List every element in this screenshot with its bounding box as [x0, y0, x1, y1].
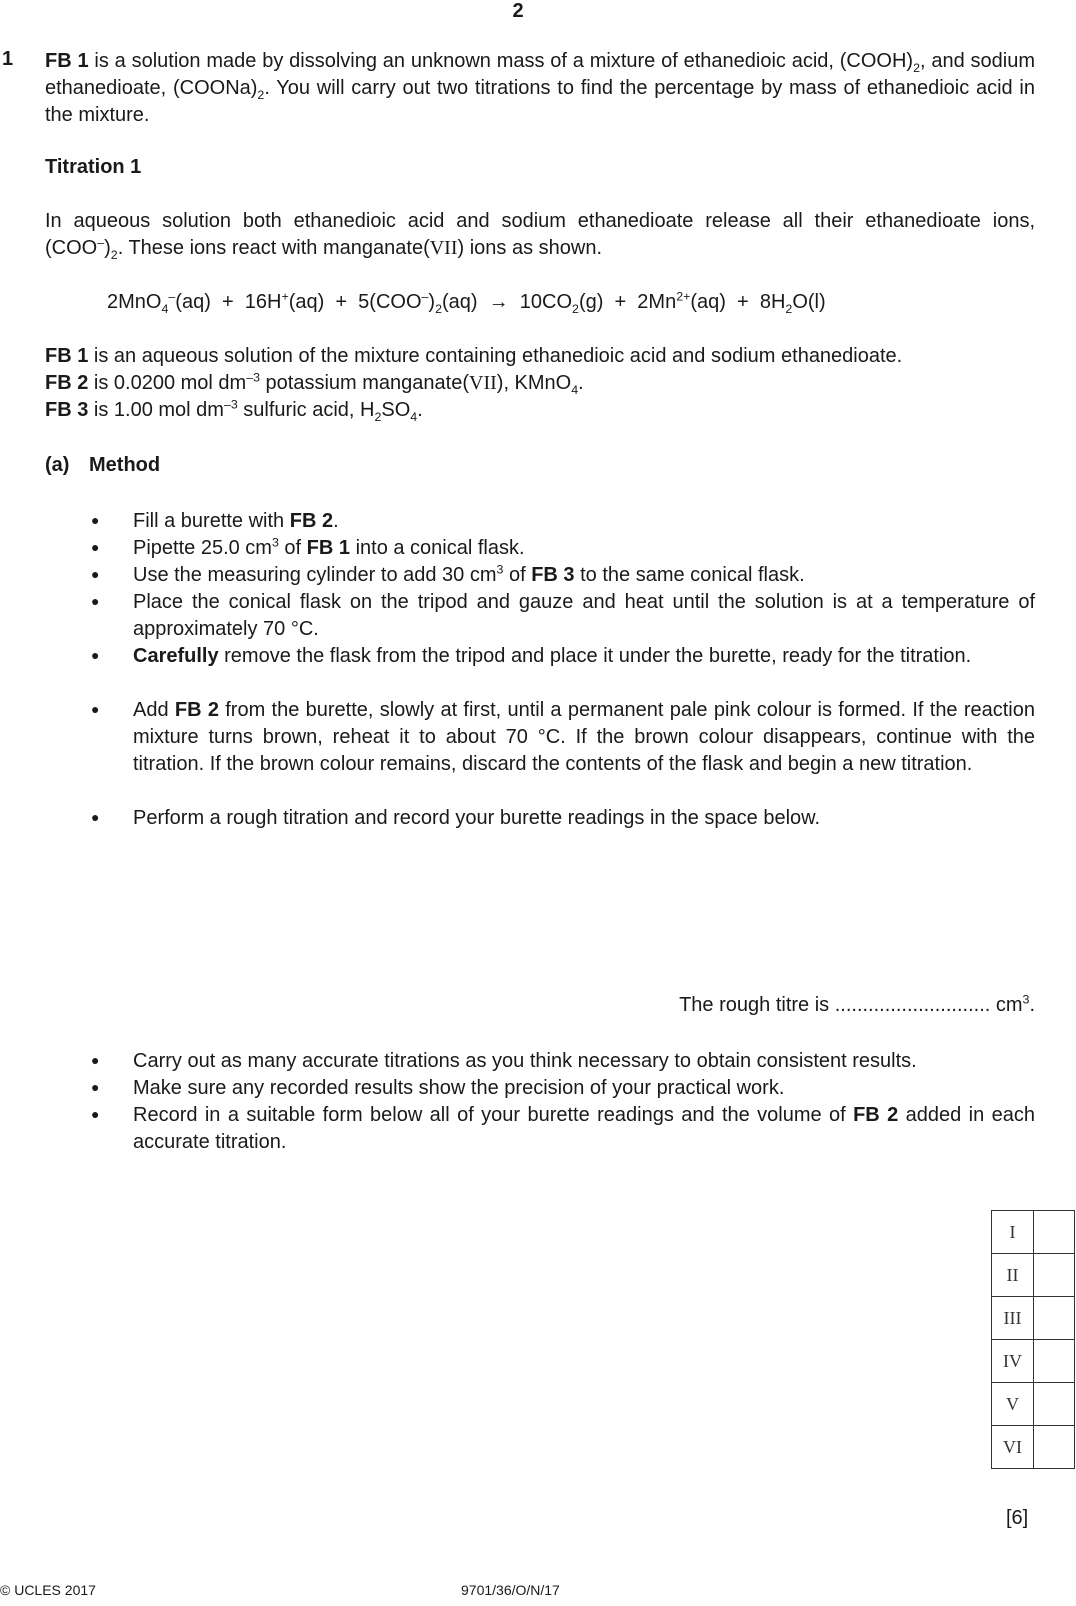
part-a-heading: Method	[89, 454, 161, 476]
part-a-label: (a)	[45, 454, 70, 476]
bullet-icon: ●	[91, 593, 100, 609]
method-step-2: Pipette 25.0 $cm^3$ of FB 1 into a conical flask.	[133, 535, 525, 559]
mark-label: II	[992, 1254, 1034, 1297]
method-step-6: Add FB 2 from the burette, slowly at first, until a permanent pale pink colour is formed. If the reaction mixture turns brown, reheat it to about 70 °C. If the brown colour disappears, continue with the titration. If the brown colour remains, discard the contents of the flask and begin a new titration.	[133, 699, 1035, 775]
mark-label: V	[992, 1383, 1034, 1426]
method-step-7: Perform a rough titration and record your burette readings in the space below.	[133, 807, 821, 829]
intro-text: is a solution made by dissolving an unknown mass of a mixture of ethanedioic acid, (COOH)	[88, 50, 914, 72]
method-step-10: Record in a suitable form below all of your burette readings and the volume of FB 2 added in each accurate titration.	[133, 1104, 1035, 1153]
fb2-description: FB 2 is 0.0200 mol $dm^{-3}$ potassium manganate(VII), KMnO$_4$.	[45, 370, 584, 397]
method-step-9: Make sure any recorded results show the precision of your practical work.	[133, 1077, 785, 1099]
ions-paragraph: In aqueous solution both ethanedioic acid and sodium ethanedioate release all their ethanedioate ions, $(COO^-)_2$. These ions react with manganate(VII) ions as shown.	[45, 210, 1035, 262]
bullet-icon: ●	[91, 1106, 100, 1122]
bullet-icon: ●	[91, 512, 100, 528]
marks-row	[992, 1297, 1075, 1340]
question-intro: FB 1 is a solution made by dissolving an unknown mass of a mixture of ethanedioic acid, $(COOH)_2$, and sodium ethanedioate, $(COONa)_2$. You will carry out two titrations to find the percentage by mass of ethanedioic acid in the mixture.	[45, 50, 1036, 126]
marks-row	[992, 1426, 1075, 1469]
mark-box[interactable]	[1034, 1426, 1075, 1469]
section-heading-titration-1: Titration 1	[45, 156, 142, 178]
fb1-label: FB 1	[45, 50, 89, 72]
method-step-4: Place the conical flask on the tripod and gauze and heat until the solution is at a temperature of approximately 70 °C.	[133, 591, 1035, 640]
method-step-1: Fill a burette with FB 2.	[133, 510, 339, 532]
mark-box[interactable]	[1034, 1297, 1075, 1340]
fb3-description: FB 3 is 1.00 mol $dm^{-3}$ sulfuric acid, $H_2SO_4$.	[45, 397, 423, 424]
fb1-description: FB 1 is an aqueous solution of the mixture containing ethanedioic acid and sodium ethanedioate.	[45, 345, 903, 367]
mark-label: III	[992, 1297, 1034, 1340]
mark-label: I	[992, 1211, 1034, 1254]
mark-box[interactable]	[1034, 1254, 1075, 1297]
mark-label: IV	[992, 1340, 1034, 1383]
bullet-icon: ●	[91, 701, 100, 717]
mark-box[interactable]	[1034, 1211, 1075, 1254]
marks-row	[992, 1383, 1075, 1426]
total-marks: [6]	[1006, 1507, 1029, 1529]
solutions-list	[45, 343, 1035, 424]
rough-titre-answer-line[interactable]: The rough titre is ............................ $cm^3$.	[679, 992, 1035, 1016]
method-step-5: Carefully remove the flask from the tripod and place it under the burette, ready for the titration.	[133, 645, 972, 667]
marks-row	[992, 1340, 1075, 1383]
bullet-icon: ●	[91, 809, 100, 825]
marks-table	[991, 1210, 1075, 1469]
question-number: 1	[2, 48, 14, 70]
bullet-icon: ●	[91, 1052, 100, 1068]
marks-row	[992, 1254, 1075, 1297]
marks-row	[992, 1211, 1075, 1254]
footer-copyright: © UCLES 2017	[0, 1582, 96, 1598]
mark-box[interactable]	[1034, 1383, 1075, 1426]
bullet-icon: ●	[91, 647, 100, 663]
page-number: 2	[512, 0, 524, 22]
reaction-equation: $2MnO_4^-(aq) + 16H^+(aq) + 5(COO^-)_2(aq) \to 10CO_2(g) + 2Mn^{2+}(aq) + 8H_2O(l)$	[107, 289, 826, 316]
bullet-icon: ●	[91, 539, 100, 555]
footer-paper-code: 9701/36/O/N/17	[461, 1582, 560, 1598]
bullet-icon: ●	[91, 566, 100, 582]
mark-label: VI	[992, 1426, 1034, 1469]
method-step-3: Use the measuring cylinder to add 30 $cm^3$ of FB 3 to the same conical flask.	[133, 562, 805, 586]
bullet-icon: ●	[91, 1079, 100, 1095]
mark-box[interactable]	[1034, 1340, 1075, 1383]
method-step-8: Carry out as many accurate titrations as you think necessary to obtain consistent results.	[133, 1050, 917, 1072]
